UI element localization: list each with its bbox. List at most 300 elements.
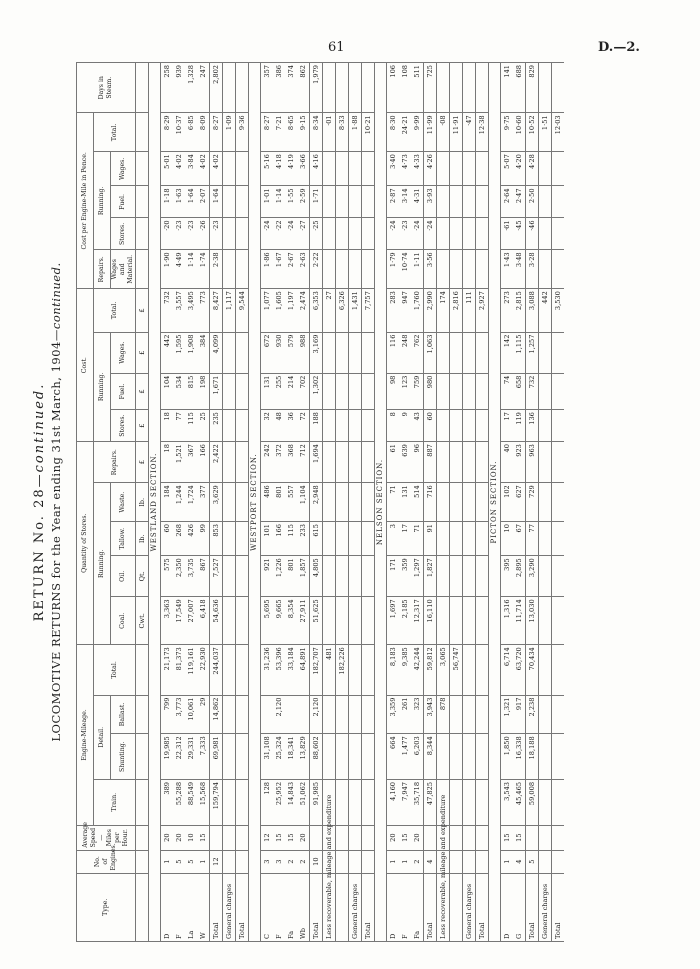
table-cell: 862 (297, 63, 310, 113)
table-cell (450, 63, 463, 113)
table-cell: 36 (285, 410, 297, 442)
table-cell: 921 (261, 556, 274, 597)
table-cell (362, 152, 375, 186)
table-cell (552, 734, 565, 780)
table-cell (236, 332, 249, 373)
table-cell: 96 (411, 442, 424, 483)
table-cell: 359 (399, 556, 411, 597)
table-cell: Wb (297, 873, 310, 941)
table-cell: 1,115 (513, 332, 526, 373)
table-row (501, 63, 514, 942)
col-cost-fuel: Fuel. (111, 373, 136, 410)
table-cell: 115 (185, 410, 197, 442)
table-cell: 732 (161, 289, 174, 332)
table-cell: 47,825 (424, 779, 437, 825)
table-cell: 22,930 (197, 645, 210, 695)
table-cell (476, 695, 489, 734)
table-cell: 963 (526, 442, 539, 483)
table-cell: ·24 (261, 218, 274, 250)
return-title-cont: —continued. (32, 382, 47, 488)
table-cell: 22,312 (173, 734, 185, 780)
table-cell: 3,363 (161, 597, 174, 645)
table-cell: 4,099 (210, 332, 223, 373)
table-cell: 142 (501, 332, 514, 373)
table-cell: 1 (501, 850, 514, 873)
table-cell: 1,724 (185, 483, 197, 522)
table-cell (362, 373, 375, 410)
table-cell (539, 186, 552, 218)
section-heading (375, 63, 387, 942)
table-cell (450, 442, 463, 483)
table-cell (236, 734, 249, 780)
table-cell: 71 (387, 483, 400, 522)
table-cell: 1·11 (411, 250, 424, 289)
table-cell: 4·31 (411, 186, 424, 218)
table-cell (476, 597, 489, 645)
table-cell: 15 (197, 825, 210, 850)
table-cell: 5·07 (501, 152, 514, 186)
table-cell (323, 522, 336, 556)
table-cell (450, 332, 463, 373)
table-cell (476, 483, 489, 522)
table-cell: ·23 (399, 218, 411, 250)
table-cell: 131 (261, 373, 274, 410)
table-cell (362, 779, 375, 825)
table-cell: 3·48 (513, 250, 526, 289)
table-cell (236, 556, 249, 597)
table-cell: 1 (197, 850, 210, 873)
table-cell (323, 556, 336, 597)
table-cell: 11·91 (450, 113, 463, 152)
unit-total: £ (136, 289, 149, 332)
table-cell (476, 373, 489, 410)
table-cell: 3 (273, 850, 285, 873)
table-cell (236, 218, 249, 250)
table-body (149, 63, 565, 942)
table-cell: 377 (197, 483, 210, 522)
table-cell (236, 410, 249, 442)
table-cell: 45,465 (513, 779, 526, 825)
table-cell: 14,843 (285, 779, 297, 825)
table-cell: 21,173 (161, 645, 174, 695)
table-cell: 1 (387, 850, 400, 873)
table-cell: 1 (161, 850, 174, 873)
table-cell (310, 825, 323, 850)
table-cell: 3,065 (437, 645, 450, 695)
table-cell: 3,543 (501, 779, 514, 825)
table-cell (236, 597, 249, 645)
col-cost-wages: Wages. (111, 332, 136, 373)
table-cell: 1·64 (210, 186, 223, 218)
table-cell: 511 (411, 63, 424, 113)
table-cell: 8,344 (424, 734, 437, 780)
section-heading (489, 63, 501, 942)
table-cell: 2,990 (424, 289, 437, 332)
table-cell: 1,477 (399, 734, 411, 780)
general-row (539, 63, 552, 942)
table-cell: 6,714 (501, 645, 514, 695)
table-cell: 2,948 (310, 483, 323, 522)
table-cell: 258 (161, 63, 174, 113)
table-cell: 214 (285, 373, 297, 410)
table-cell: 1,979 (310, 63, 323, 113)
table-cell: ·20 (161, 218, 174, 250)
table-cell: 867 (197, 556, 210, 597)
table-cell: 11,714 (513, 597, 526, 645)
table-cell: 799 (161, 695, 174, 734)
table-cell (362, 250, 375, 289)
table-cell: 8 (387, 410, 400, 442)
table-cell: 1,316 (501, 597, 514, 645)
table-cell: 13,030 (526, 597, 539, 645)
table-cell: Total (236, 873, 249, 941)
table-cell (476, 522, 489, 556)
table-cell: 64,891 (297, 645, 310, 695)
total-row (526, 63, 539, 942)
general-row (349, 63, 362, 942)
table-cell: 10 (185, 825, 197, 850)
table-cell (539, 152, 552, 186)
col-tallow: Tallow. (111, 522, 136, 556)
table-cell: 8,427 (210, 289, 223, 332)
grand-row (236, 63, 249, 942)
table-cell: 51,062 (297, 779, 310, 825)
table-cell: 29,331 (185, 734, 197, 780)
table-cell: 104 (161, 373, 174, 410)
table-cell (223, 442, 236, 483)
table-cell: 1·51 (539, 113, 552, 152)
table-cell (349, 373, 362, 410)
table-cell (463, 522, 476, 556)
table-cell: Fa (285, 873, 297, 941)
table-cell: 166 (273, 522, 285, 556)
table-cell: 3·93 (424, 186, 437, 218)
table-cell: General charges (463, 873, 476, 941)
table-cell: 261 (399, 695, 411, 734)
table-cell (476, 63, 489, 113)
table-cell: ·45 (513, 218, 526, 250)
table-cell: 88,602 (310, 734, 323, 780)
table-cell: 60 (161, 522, 174, 556)
table-cell: 12·38 (476, 113, 489, 152)
table-cell: 3,735 (185, 556, 197, 597)
table-cell (539, 556, 552, 597)
table-cell: 51,625 (310, 597, 323, 645)
table-cell: 1,063 (424, 332, 437, 373)
table-row (273, 63, 285, 942)
table-cell: 111 (463, 289, 476, 332)
table-cell: 10 (501, 522, 514, 556)
table-cell: 1,521 (173, 442, 185, 483)
table-cell: Total (526, 873, 539, 941)
table-cell: 56,747 (450, 645, 463, 695)
page-reference: D.—2. (598, 40, 640, 55)
table-cell: 71 (411, 522, 424, 556)
table-cell (552, 483, 565, 522)
table-cell: 3·56 (424, 250, 437, 289)
table-cell: ·08 (437, 113, 450, 152)
table-cell: 887 (424, 442, 437, 483)
table-cell: 7,947 (399, 779, 411, 825)
table-cell (463, 186, 476, 218)
general-row (223, 63, 236, 942)
table-cell (526, 825, 539, 850)
table-cell: 42,244 (411, 645, 424, 695)
table-cell (323, 373, 336, 410)
table-cell: 244,037 (210, 645, 223, 695)
table-cell (552, 373, 565, 410)
table-cell (476, 734, 489, 780)
table-cell (223, 332, 236, 373)
table-cell: 119 (513, 410, 526, 442)
table-cell: 54,636 (210, 597, 223, 645)
table-cell: 2,185 (399, 597, 411, 645)
table-cell: 10·21 (362, 113, 375, 152)
table-cell: 166 (197, 442, 210, 483)
return-table-block (32, 62, 668, 942)
table-cell: 273 (501, 289, 514, 332)
table-cell: 10·74 (399, 250, 411, 289)
table-cell: D (387, 873, 400, 941)
table-cell: 579 (285, 332, 297, 373)
table-cell (552, 410, 565, 442)
table-cell: 2,350 (173, 556, 185, 597)
table-row (513, 63, 526, 942)
table-cell: 20 (297, 825, 310, 850)
table-cell (463, 483, 476, 522)
col-oil: Oil. (111, 556, 136, 597)
table-cell: 14,862 (210, 695, 223, 734)
table-cell: 1,605 (273, 289, 285, 332)
table-cell (223, 483, 236, 522)
table-cell: 15 (501, 825, 514, 850)
table-cell: 702 (297, 373, 310, 410)
table-cell: 386 (273, 63, 285, 113)
table-cell (336, 152, 349, 186)
table-cell: 9·36 (236, 113, 249, 152)
table-cell: 32 (261, 410, 274, 442)
table-cell: 1 (399, 850, 411, 873)
table-cell (552, 186, 565, 218)
table-cell: 1,908 (185, 332, 197, 373)
table-cell (236, 152, 249, 186)
table-cell: 8·65 (285, 113, 297, 152)
table-cell (539, 597, 552, 645)
col-waste: Waste. (111, 483, 136, 522)
table-cell: ·24 (387, 218, 400, 250)
return-title-text: RETURN No. 28 (32, 487, 47, 622)
col-group-cost: Cost. (77, 289, 94, 442)
section-title: WESTPORT SECTION. (249, 63, 261, 942)
table-cell: 1,257 (526, 332, 539, 373)
table-cell (450, 522, 463, 556)
table-cell: 20 (387, 825, 400, 850)
table-cell (336, 825, 349, 850)
table-cell (362, 442, 375, 483)
table-cell: 4·49 (173, 250, 185, 289)
table-row (297, 63, 310, 942)
table-cell (336, 332, 349, 373)
table-cell (437, 250, 450, 289)
table-cell (463, 332, 476, 373)
table-cell: 1,321 (501, 695, 514, 734)
table-cell: ·23 (173, 218, 185, 250)
table-cell: 1,244 (173, 483, 185, 522)
table-cell (349, 410, 362, 442)
table-cell (323, 186, 336, 218)
table-cell: 9,544 (236, 289, 249, 332)
return-subtitle-cont: —continued. (49, 262, 63, 342)
table-cell (539, 63, 552, 113)
table-cell (450, 825, 463, 850)
col-group-detail: Detail. (94, 695, 111, 779)
table-cell (349, 645, 362, 695)
table-cell: General charges (223, 873, 236, 941)
table-cell: 917 (513, 695, 526, 734)
table-cell: 123 (399, 373, 411, 410)
table-cell (223, 152, 236, 186)
table-cell: 15,568 (197, 779, 210, 825)
page-number: 61 (328, 40, 345, 55)
table-cell: 732 (526, 373, 539, 410)
section-heading (249, 63, 261, 942)
table-cell: 3·14 (399, 186, 411, 218)
table-cell: 70,434 (526, 645, 539, 695)
table-cell: 98 (387, 373, 400, 410)
table-cell (437, 410, 450, 442)
table-cell: 55,288 (173, 779, 185, 825)
table-cell (476, 186, 489, 218)
table-cell (450, 186, 463, 218)
table-cell (476, 645, 489, 695)
table-cell: 8·09 (197, 113, 210, 152)
table-cell (362, 645, 375, 695)
table-cell: F (173, 873, 185, 941)
table-cell (476, 779, 489, 825)
table-cell (463, 695, 476, 734)
table-cell (552, 218, 565, 250)
table-cell (236, 825, 249, 850)
col-no-engines: No. of Engines. (77, 850, 136, 873)
table-cell: 182,707 (310, 645, 323, 695)
table-cell: 1·43 (501, 250, 514, 289)
table-cell (336, 522, 349, 556)
table-cell: 878 (437, 695, 450, 734)
table-cell: ·23 (185, 218, 197, 250)
table-cell: 81,373 (173, 645, 185, 695)
col-ballast: Ballast. (111, 695, 136, 734)
table-cell (349, 695, 362, 734)
table-cell: 1·86 (261, 250, 274, 289)
table-cell (323, 63, 336, 113)
table-cell: 13,829 (297, 734, 310, 780)
table-cell: 426 (185, 522, 197, 556)
table-cell (463, 734, 476, 780)
table-cell (236, 442, 249, 483)
table-cell (223, 734, 236, 780)
table-cell (336, 695, 349, 734)
table-cell (236, 850, 249, 873)
table-cell (349, 63, 362, 113)
table-cell: Total (210, 873, 223, 941)
table-cell (236, 186, 249, 218)
units-row (136, 63, 149, 942)
table-cell (349, 152, 362, 186)
table-cell: 15 (513, 825, 526, 850)
table-cell (236, 645, 249, 695)
table-cell: 773 (197, 289, 210, 332)
table-cell (349, 442, 362, 483)
table-cell: 7·21 (273, 113, 285, 152)
table-cell: 12 (261, 825, 274, 850)
table-cell: 374 (285, 63, 297, 113)
table-cell: 18,341 (285, 734, 297, 780)
col-pm-repairs: Repairs. (94, 250, 111, 289)
table-row (261, 63, 274, 942)
table-cell: General charges (349, 873, 362, 941)
table-cell: Total (476, 873, 489, 941)
table-cell: 77 (173, 410, 185, 442)
table-cell (349, 825, 362, 850)
table-cell: ·47 (463, 113, 476, 152)
table-cell: 1·14 (185, 250, 197, 289)
table-cell: 8·30 (387, 113, 400, 152)
table-cell: 2·50 (526, 186, 539, 218)
table-cell: 27,007 (185, 597, 197, 645)
table-cell: 31,108 (261, 734, 274, 780)
table-cell (552, 825, 565, 850)
table-cell (223, 645, 236, 695)
table-cell: Total (362, 873, 375, 941)
col-mileage-total: Total. (94, 645, 136, 695)
table-cell: 40 (501, 442, 514, 483)
table-cell: 664 (387, 734, 400, 780)
table-cell: 3·40 (387, 152, 400, 186)
table-cell: 2,927 (476, 289, 489, 332)
table-cell (450, 695, 463, 734)
table-cell: 801 (273, 483, 285, 522)
table-cell: 12 (210, 850, 223, 873)
unit-wages: £ (136, 332, 149, 373)
table-cell (223, 373, 236, 410)
table-cell: 43 (411, 410, 424, 442)
table-cell: 6,203 (411, 734, 424, 780)
table-cell: 627 (513, 483, 526, 522)
table-cell (261, 695, 274, 734)
section-title: PICTON SECTION. (489, 63, 501, 942)
table-cell (463, 645, 476, 695)
locomotive-returns-table (76, 62, 564, 942)
table-cell (236, 779, 249, 825)
table-cell (552, 556, 565, 597)
table-cell (539, 825, 552, 850)
table-cell: 2,120 (310, 695, 323, 734)
table-cell (223, 825, 236, 850)
table-cell: 7,527 (210, 556, 223, 597)
table-cell: 1·71 (310, 186, 323, 218)
table-cell (552, 442, 565, 483)
table-cell (463, 556, 476, 597)
table-cell: 77 (526, 522, 539, 556)
table-cell (476, 825, 489, 850)
table-cell: ·61 (501, 218, 514, 250)
table-cell: 3,629 (210, 483, 223, 522)
table-cell: 1·74 (197, 250, 210, 289)
table-cell (552, 250, 565, 289)
table-cell: 101 (261, 522, 274, 556)
table-cell (336, 442, 349, 483)
table-cell: 2,238 (526, 695, 539, 734)
